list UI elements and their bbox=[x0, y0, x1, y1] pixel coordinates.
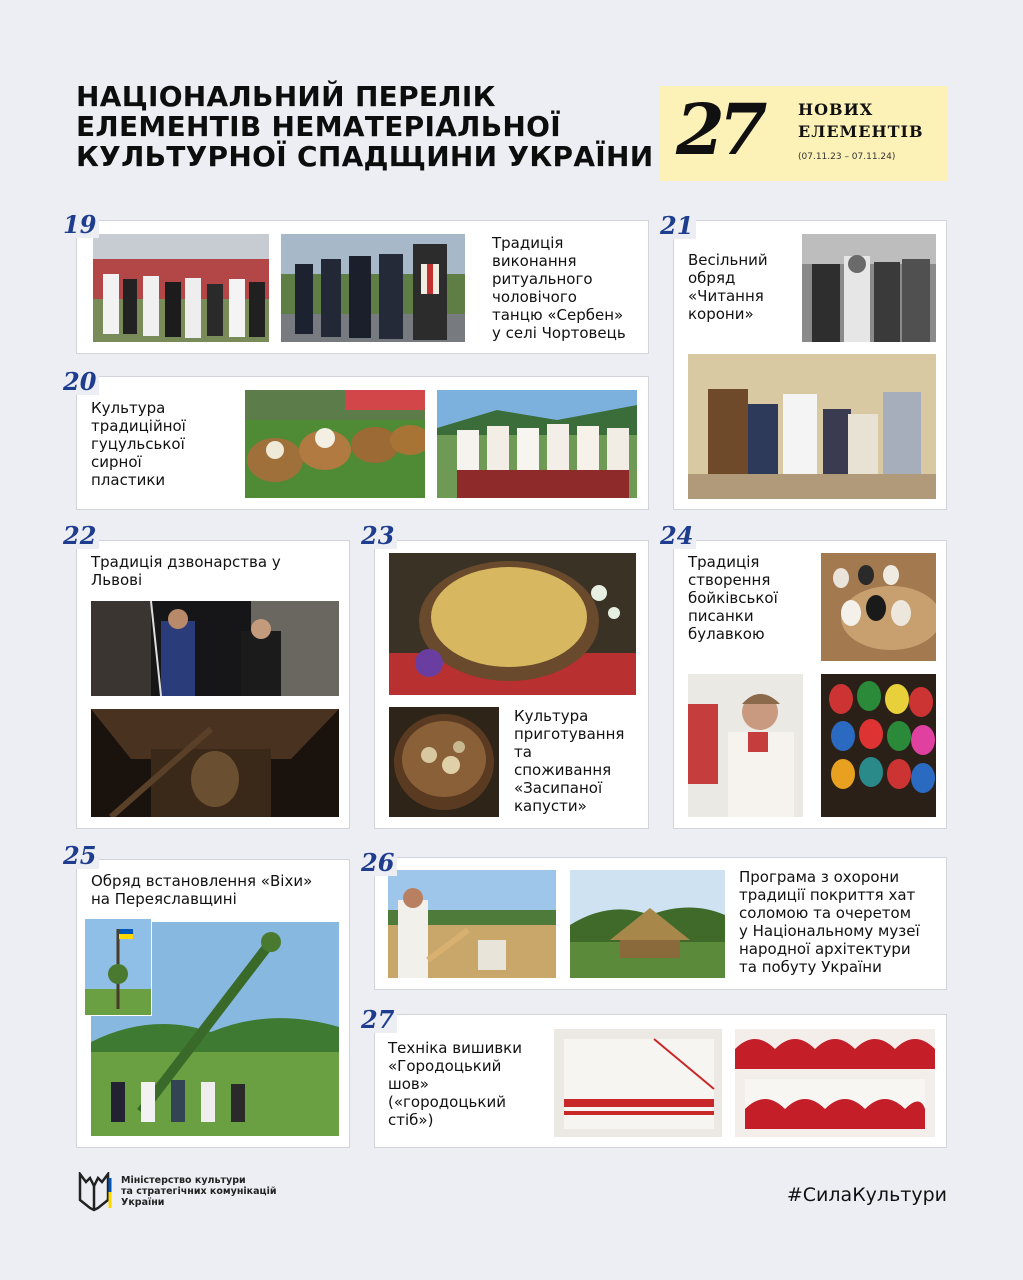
item-19-line: танцю «Сербен» bbox=[492, 306, 624, 324]
item-number-21: 21 bbox=[657, 213, 696, 239]
item-20-line: Культура bbox=[91, 399, 166, 417]
item-27-line: шов» bbox=[388, 1075, 429, 1093]
item-text-26 bbox=[739, 868, 920, 976]
item-22-line: Традиція дзвонарства у bbox=[91, 553, 281, 571]
item-21-line: Весільний bbox=[688, 251, 768, 269]
item-number-27: 27 bbox=[358, 1007, 397, 1033]
badge-number: 27 bbox=[676, 88, 762, 171]
item-24-line: писанки bbox=[688, 607, 754, 625]
item-text-21 bbox=[688, 251, 768, 323]
item-21-line: обряд bbox=[688, 269, 736, 287]
item-22-line: Львові bbox=[91, 571, 143, 589]
item-card-26 bbox=[374, 857, 947, 990]
item-card-24 bbox=[673, 540, 947, 829]
item-23-line: капусти» bbox=[514, 797, 587, 815]
title-line-2: ЕЛЕМЕНТІВ НЕМАТЕРІАЛЬНОЇ bbox=[76, 110, 561, 143]
item-26-line: Програма з охорони bbox=[739, 868, 900, 886]
ministry-line-2: та стратегічних комунікацій bbox=[121, 1186, 277, 1197]
item-20-line: сирної bbox=[91, 453, 142, 471]
item-text-24 bbox=[688, 553, 778, 643]
item-19-line: виконання bbox=[492, 252, 577, 270]
item-24-line: створення bbox=[688, 571, 771, 589]
item-27-line: («городоцький bbox=[388, 1093, 506, 1111]
item-text-25 bbox=[91, 872, 312, 908]
item-card-20 bbox=[76, 376, 649, 510]
item-text-23 bbox=[514, 707, 624, 815]
item-number-23: 23 bbox=[358, 523, 397, 549]
photo-embroidery-cloth bbox=[554, 1029, 722, 1137]
photo-thatched-house bbox=[570, 870, 725, 978]
item-25-line: Обряд встановлення «Віхи» bbox=[91, 872, 313, 890]
photo-dance-crowd bbox=[93, 234, 269, 342]
title-line-3: КУЛЬТУРНОЇ СПАДЩИНИ УКРАЇНИ bbox=[76, 140, 654, 173]
photo-embroidery-pattern bbox=[735, 1029, 935, 1137]
item-number-26: 26 bbox=[358, 850, 397, 876]
item-23-line: приготування bbox=[514, 725, 625, 743]
item-24-line: булавкою bbox=[688, 625, 765, 643]
item-26-line: народної архітектури bbox=[739, 940, 911, 958]
item-27-line: стіб») bbox=[388, 1111, 434, 1129]
item-26-line: традиції покриття хат bbox=[739, 886, 916, 904]
photo-wedding-bw bbox=[802, 234, 936, 342]
item-20-line: гуцульської bbox=[91, 435, 185, 453]
item-23-line: та bbox=[514, 743, 532, 761]
item-21-line: корони» bbox=[688, 305, 754, 323]
item-19-line: чоловічого bbox=[492, 288, 577, 306]
item-23-line: Культура bbox=[514, 707, 589, 725]
badge-line-1: НОВИХ bbox=[798, 100, 874, 119]
photo-pysanky-tray bbox=[821, 553, 936, 661]
item-text-22 bbox=[91, 553, 281, 589]
ministry-trident-logo-icon bbox=[76, 1172, 112, 1216]
item-21-line: «Читання bbox=[688, 287, 764, 305]
photo-pysanka-maker bbox=[688, 674, 803, 817]
item-number-19: 19 bbox=[60, 212, 99, 238]
new-elements-badge bbox=[660, 86, 948, 181]
photo-wedding-color bbox=[688, 354, 936, 499]
item-20-line: пластики bbox=[91, 471, 166, 489]
item-card-23 bbox=[374, 540, 649, 829]
item-23-line: споживання bbox=[514, 761, 612, 779]
item-number-24: 24 bbox=[657, 523, 696, 549]
ministry-line-3: України bbox=[121, 1197, 165, 1208]
item-card-21 bbox=[673, 220, 947, 510]
item-26-line: та побуту України bbox=[739, 958, 882, 976]
photo-hutsul-women bbox=[437, 390, 637, 498]
item-26-line: у Національному музеї bbox=[739, 922, 920, 940]
item-number-25: 25 bbox=[60, 843, 99, 869]
item-text-19 bbox=[492, 234, 626, 342]
item-card-19 bbox=[76, 220, 649, 354]
ministry-line-1: Міністерство культури bbox=[121, 1175, 246, 1186]
ministry-name bbox=[121, 1175, 276, 1208]
badge-line-2: ЕЛЕМЕНТІВ bbox=[798, 122, 924, 141]
item-card-27 bbox=[374, 1014, 947, 1148]
photo-thatching-field bbox=[388, 870, 556, 978]
item-text-27 bbox=[388, 1039, 522, 1129]
item-20-line: традиційної bbox=[91, 417, 186, 435]
item-27-line: Техніка вишивки bbox=[388, 1039, 522, 1057]
item-25-line: на Переяславщині bbox=[91, 890, 237, 908]
item-19-line: Традиція bbox=[492, 234, 564, 252]
item-24-line: Традиція bbox=[688, 553, 760, 571]
photo-vikha-flag bbox=[84, 918, 152, 1016]
page-title bbox=[76, 82, 656, 172]
item-card-22 bbox=[76, 540, 350, 829]
item-19-line: у селі Чортовець bbox=[492, 324, 626, 342]
photo-cabbage-pot bbox=[389, 707, 499, 817]
item-text-20 bbox=[91, 399, 186, 489]
item-27-line: «Городоцький bbox=[388, 1057, 502, 1075]
title-line-1: НАЦІОНАЛЬНИЙ ПЕРЕЛІК bbox=[76, 80, 496, 113]
item-26-line: соломою та очеретом bbox=[739, 904, 912, 922]
photo-dance-men bbox=[281, 234, 465, 342]
photo-bell-tower bbox=[91, 709, 339, 817]
photo-bell-ringers bbox=[91, 601, 339, 696]
photo-cheese-baskets bbox=[245, 390, 425, 498]
badge-period: (07.11.23 – 07.11.24) bbox=[798, 152, 896, 162]
photo-cabbage-bowl bbox=[389, 553, 636, 695]
hashtag: #СилаКультури bbox=[786, 1184, 947, 1206]
item-24-line: бойківської bbox=[688, 589, 778, 607]
item-number-22: 22 bbox=[60, 523, 99, 549]
item-23-line: «Засипаної bbox=[514, 779, 603, 797]
item-19-line: ритуального bbox=[492, 270, 593, 288]
photo-pysanky-colorful bbox=[821, 674, 936, 817]
item-number-20: 20 bbox=[60, 369, 99, 395]
